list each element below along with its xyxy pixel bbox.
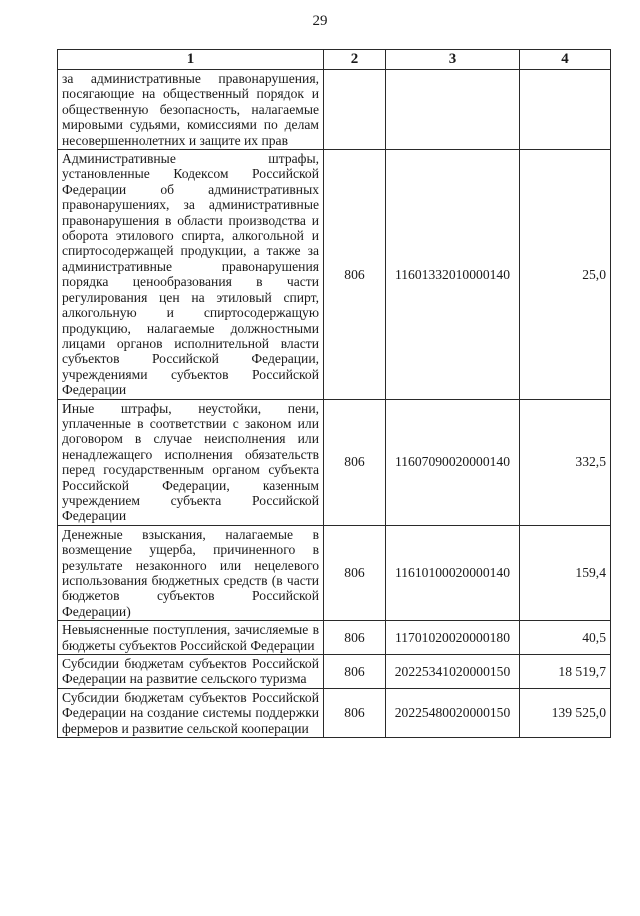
table-row (58, 688, 611, 737)
row-admin-code (324, 70, 386, 150)
row-revenue-code: 11610100020000140 (386, 525, 520, 620)
row-revenue-code: 11607090020000140 (386, 399, 520, 525)
row-amount: 25,0 (520, 150, 611, 400)
row-admin-code: 806 (324, 621, 386, 655)
column-header-2: 2 (324, 50, 386, 70)
page-number: 29 (312, 13, 328, 29)
row-admin-code: 806 (324, 399, 386, 525)
column-header-1: 1 (58, 50, 324, 70)
row-description: Административные штрафы, установленные Кодексом Российской Федерации об административных правонарушениях, за административные правонарушения в области производства и оборота этилового спирта, алкогольной и спиртосодержащей продукции, а также за административные правонарушения порядка ценообразования в части регулирования цен на этиловый спирт, алкогольную и спиртосодержащую продукцию, налагаемые должностными лицами органов исполнительной власти субъектов Российской Федерации, учреждениями субъектов Российской Федерации (58, 150, 324, 400)
budget-revenue-table (57, 49, 611, 738)
row-description: Денежные взыскания, налагаемые в возмещение ущерба, причиненного в результате незаконного или нецелевого использования бюджетных средств (в части бюджетов субъектов Российской Федерации) (58, 525, 324, 620)
row-admin-code: 806 (324, 655, 386, 689)
row-description: Субсидии бюджетам субъектов Российской Федерации на развитие сельского туризма (58, 655, 324, 689)
row-admin-code: 806 (324, 525, 386, 620)
row-amount: 40,5 (520, 621, 611, 655)
table-row (58, 70, 611, 150)
row-description: Иные штрафы, неустойки, пени, уплаченные в соответствии с законом или договором в случае неисполнения или ненадлежащего исполнения обязательств перед государственным органом субъекта Российской Федерации, казенным учреждением субъекта Российской Федерации (58, 399, 324, 525)
row-description: за административные правонарушения, посягающие на общественный порядок и общественную безопасность, налагаемые мировыми судьями, комиссиями по делам несовершеннолетних и защите их прав (58, 70, 324, 150)
row-revenue-code: 20225480020000150 (386, 688, 520, 737)
row-admin-code: 806 (324, 150, 386, 400)
row-revenue-code: 20225341020000150 (386, 655, 520, 689)
row-description: Субсидии бюджетам субъектов Российской Федерации на создание системы поддержки фермеров и развитие сельской кооперации (58, 688, 324, 737)
row-description: Невыясненные поступления, зачисляемые в бюджеты субъектов Российской Федерации (58, 621, 324, 655)
row-revenue-code: 11601332010000140 (386, 150, 520, 400)
row-revenue-code: 11701020020000180 (386, 621, 520, 655)
row-admin-code: 806 (324, 688, 386, 737)
row-amount: 139 525,0 (520, 688, 611, 737)
table-row (58, 621, 611, 655)
row-amount: 332,5 (520, 399, 611, 525)
row-amount: 18 519,7 (520, 655, 611, 689)
table-row (58, 399, 611, 525)
row-amount: 159,4 (520, 525, 611, 620)
column-header-4: 4 (520, 50, 611, 70)
row-revenue-code (386, 70, 520, 150)
table-row (58, 150, 611, 400)
table-row (58, 525, 611, 620)
table-row (58, 655, 611, 689)
table-header-row (58, 50, 611, 70)
row-amount (520, 70, 611, 150)
column-header-3: 3 (386, 50, 520, 70)
